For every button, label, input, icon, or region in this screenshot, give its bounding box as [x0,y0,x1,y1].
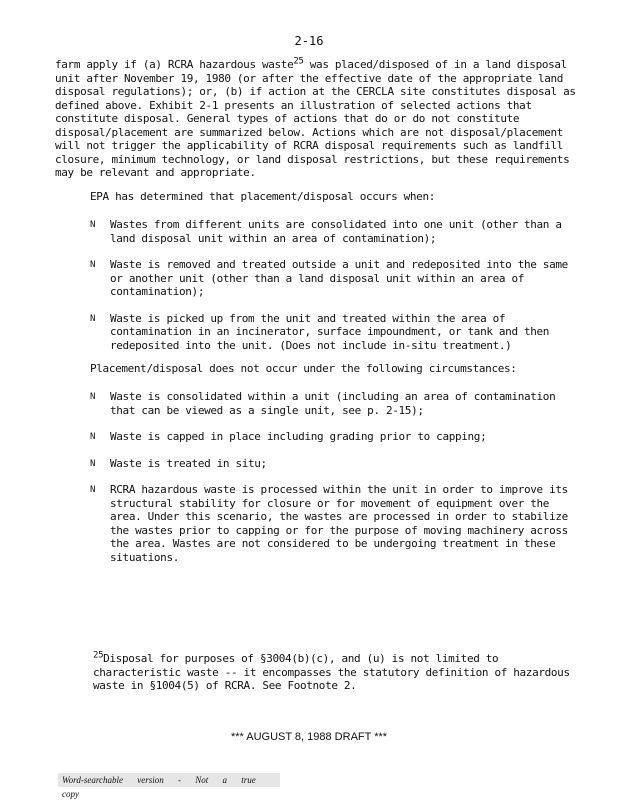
bullet-icon: N [90,313,96,324]
list-item [90,218,580,245]
list-item-text: RCRA hazardous waste is processed within the unit in order to improve its structural stability for closure or for movement of equipment over the area. Under this scenario, the wastes are processed in order to stabilize the wastes prior to capping or for the purpose of moving machinery across the area. Wastes are not considered to be undergoing treatment in these situations. [110,483,568,564]
bullet-icon: N [90,432,96,442]
bullet-icon: N [90,485,96,495]
list-item-text: Waste is consolidated within a unit (including an area of contamination that can be viewed as a single unit, see p. 2-15); [110,390,556,417]
list-item [90,312,580,353]
list-item-text: Waste is treated in situ; [110,456,267,470]
list-item [90,258,580,299]
page-number: 2-16 [294,34,324,48]
word-searchable-watermark: Word-searchable version - Not a true copy [58,773,280,787]
list-item [90,483,580,564]
bullet-icon: N [90,458,96,469]
paragraph-2: EPA has determined that placement/disposal occurs when: [90,190,435,203]
list-item [90,430,580,444]
footnote-ref-25: 25 [293,56,304,67]
footnote-number: 25 [93,650,104,661]
disposal-occurs-list [90,218,580,365]
list-item-text: Waste is picked up from the unit and treated within the area of contamination in an incinerator, surface impoundment, or tank and then redeposited into the unit. (Does not include in-situ treatment.) [110,311,550,352]
footnote-text: Disposal for purposes of §3004(b)(c), and (u) is not limited to characteristic waste -- it encompasses the statutory definition of hazardous waste in §1004(5) of RCRA. See Footnote 2. [93,652,570,692]
disposal-not-occurs-list [90,390,580,577]
list-item [90,457,580,471]
list-item [90,390,580,417]
bullet-icon: N [90,220,96,230]
paragraph-3: Placement/disposal does not occur under the following circumstances: [90,362,517,375]
list-item-text: Wastes from different units are consolidated into one unit (other than a land disposal unit within an area of contamination); [110,218,562,245]
bullet-icon: N [90,392,96,402]
list-item-text: Waste is capped in place including grading prior to capping; [110,430,487,443]
paragraph-1-text-a: farm apply if (a) RCRA hazardous waste [55,58,294,71]
bullet-icon: N [90,260,96,270]
paragraph-1-text-b: was placed/disposed of in a land disposal unit after November 19, 1980 (or after the effective date of the appropriate land disposal regulations); or, (b) if action at the CERCLA site constitutes disposal as defined above. Exhibit 2-1 presents an illustration of selected actions that constitute disposal. General types of actions that do or do not constitute disposal/placement are summarized below. Actions which are not disposal/placement will not trigger the applicability of RCRA disposal requirements such as landfill closure, minimum technology, or land disposal restrictions, but these requirements may be relevant and appropriate. [55,58,576,179]
paragraph-1 [55,58,585,180]
footnote-body [55,652,585,693]
footnote-25 [55,652,585,693]
draft-banner: *** AUGUST 8, 1988 DRAFT *** [230,731,388,743]
list-item-text: Waste is removed and treated outside a unit and redeposited into the same or another unit (other than a land disposal unit within an area of contamination); [110,258,568,298]
